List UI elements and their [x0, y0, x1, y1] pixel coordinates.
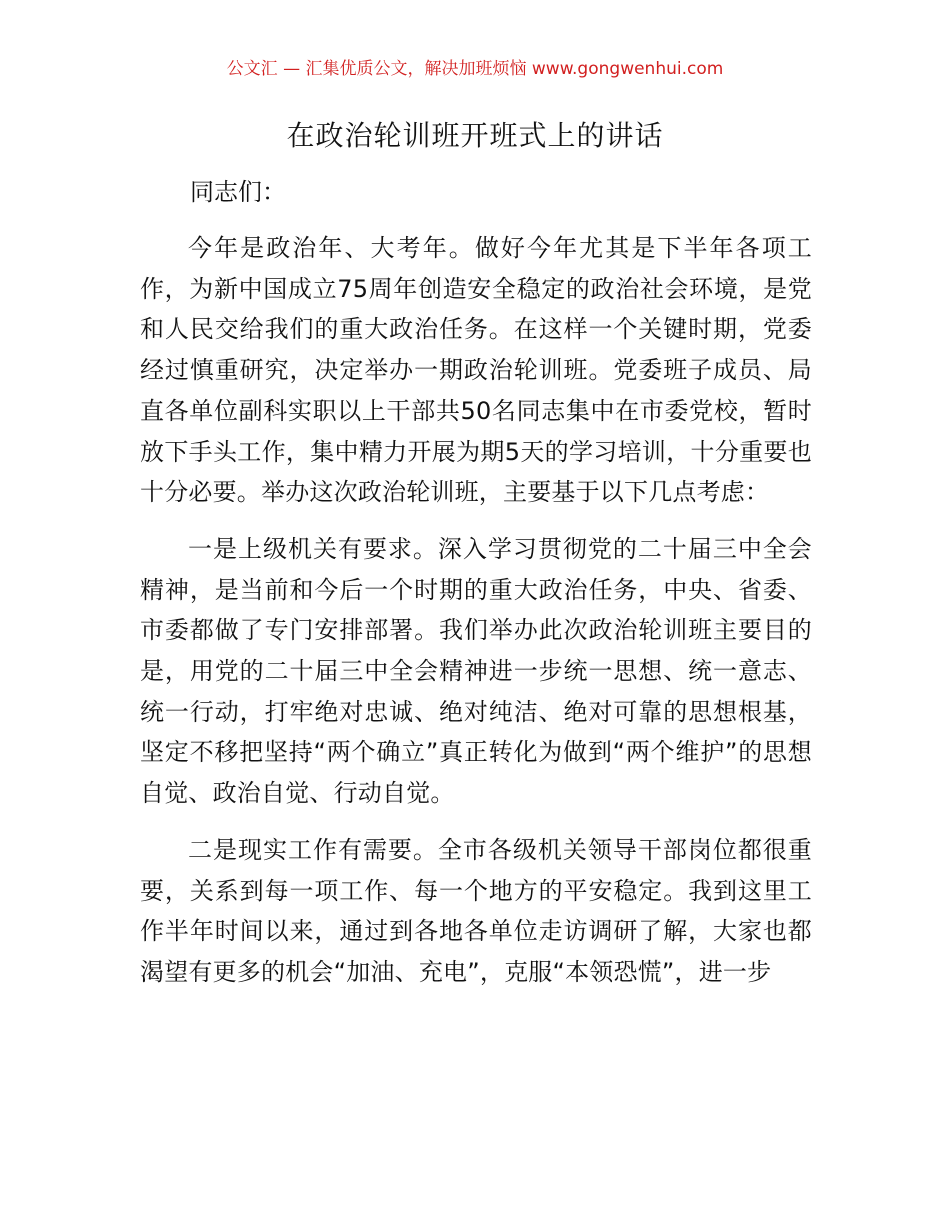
salutation: 同志们： [190, 178, 286, 206]
header-banner: 公文汇 — 汇集优质公文，解决加班烦恼 www.gongwenhui.com [226, 59, 724, 79]
document-title: 在政治轮训班开班式上的讲话 [286, 119, 664, 152]
paragraph: 今年是政治年、大考年。做好今年尤其是下半年各项工作，为新中国成立75周年创造安全稳定的政治社会环境，是党和人民交给我们的重大政治任务。在这样一个关键时期，党委经过慎重研究，决定举办一期政治轮训班。党委班子成员、局直各单位副科实职以上干部共50名同志集中在市委党校，暂时放下手头工作，集中精力开展为期5天的学习培训，十分重要也十分必要。举办这次政治轮训班，主要基于以下几点考虑： [140, 234, 812, 507]
paragraph: 一是上级机关有要求。深入学习贯彻党的二十届三中全会精神，是当前和今后一个时期的重大政治任务，中央、省委、市委都做了专门安排部署。我们举办此次政治轮训班主要目的是，用党的二十届三中全会精神进一步统一思想、统一意志、统一行动，打牢绝对忠诚、绝对纯洁、绝对可靠的思想根基，坚定不移把坚持“两个确立”真正转化为做到“两个维护”的思想自觉、政治自觉、行动自觉。 [140, 534, 812, 808]
paragraph: 二是现实工作有需要。全市各级机关领导干部岗位都很重要，关系到每一项工作、每一个地方的平安稳定。我到这里工作半年时间以来，通过到各地各单位走访调研了解，大家也都渴望有更多的机会“加油、充电”，克服“本领恐慌”，进一步 [140, 835, 812, 986]
document-body [140, 228, 812, 1009]
